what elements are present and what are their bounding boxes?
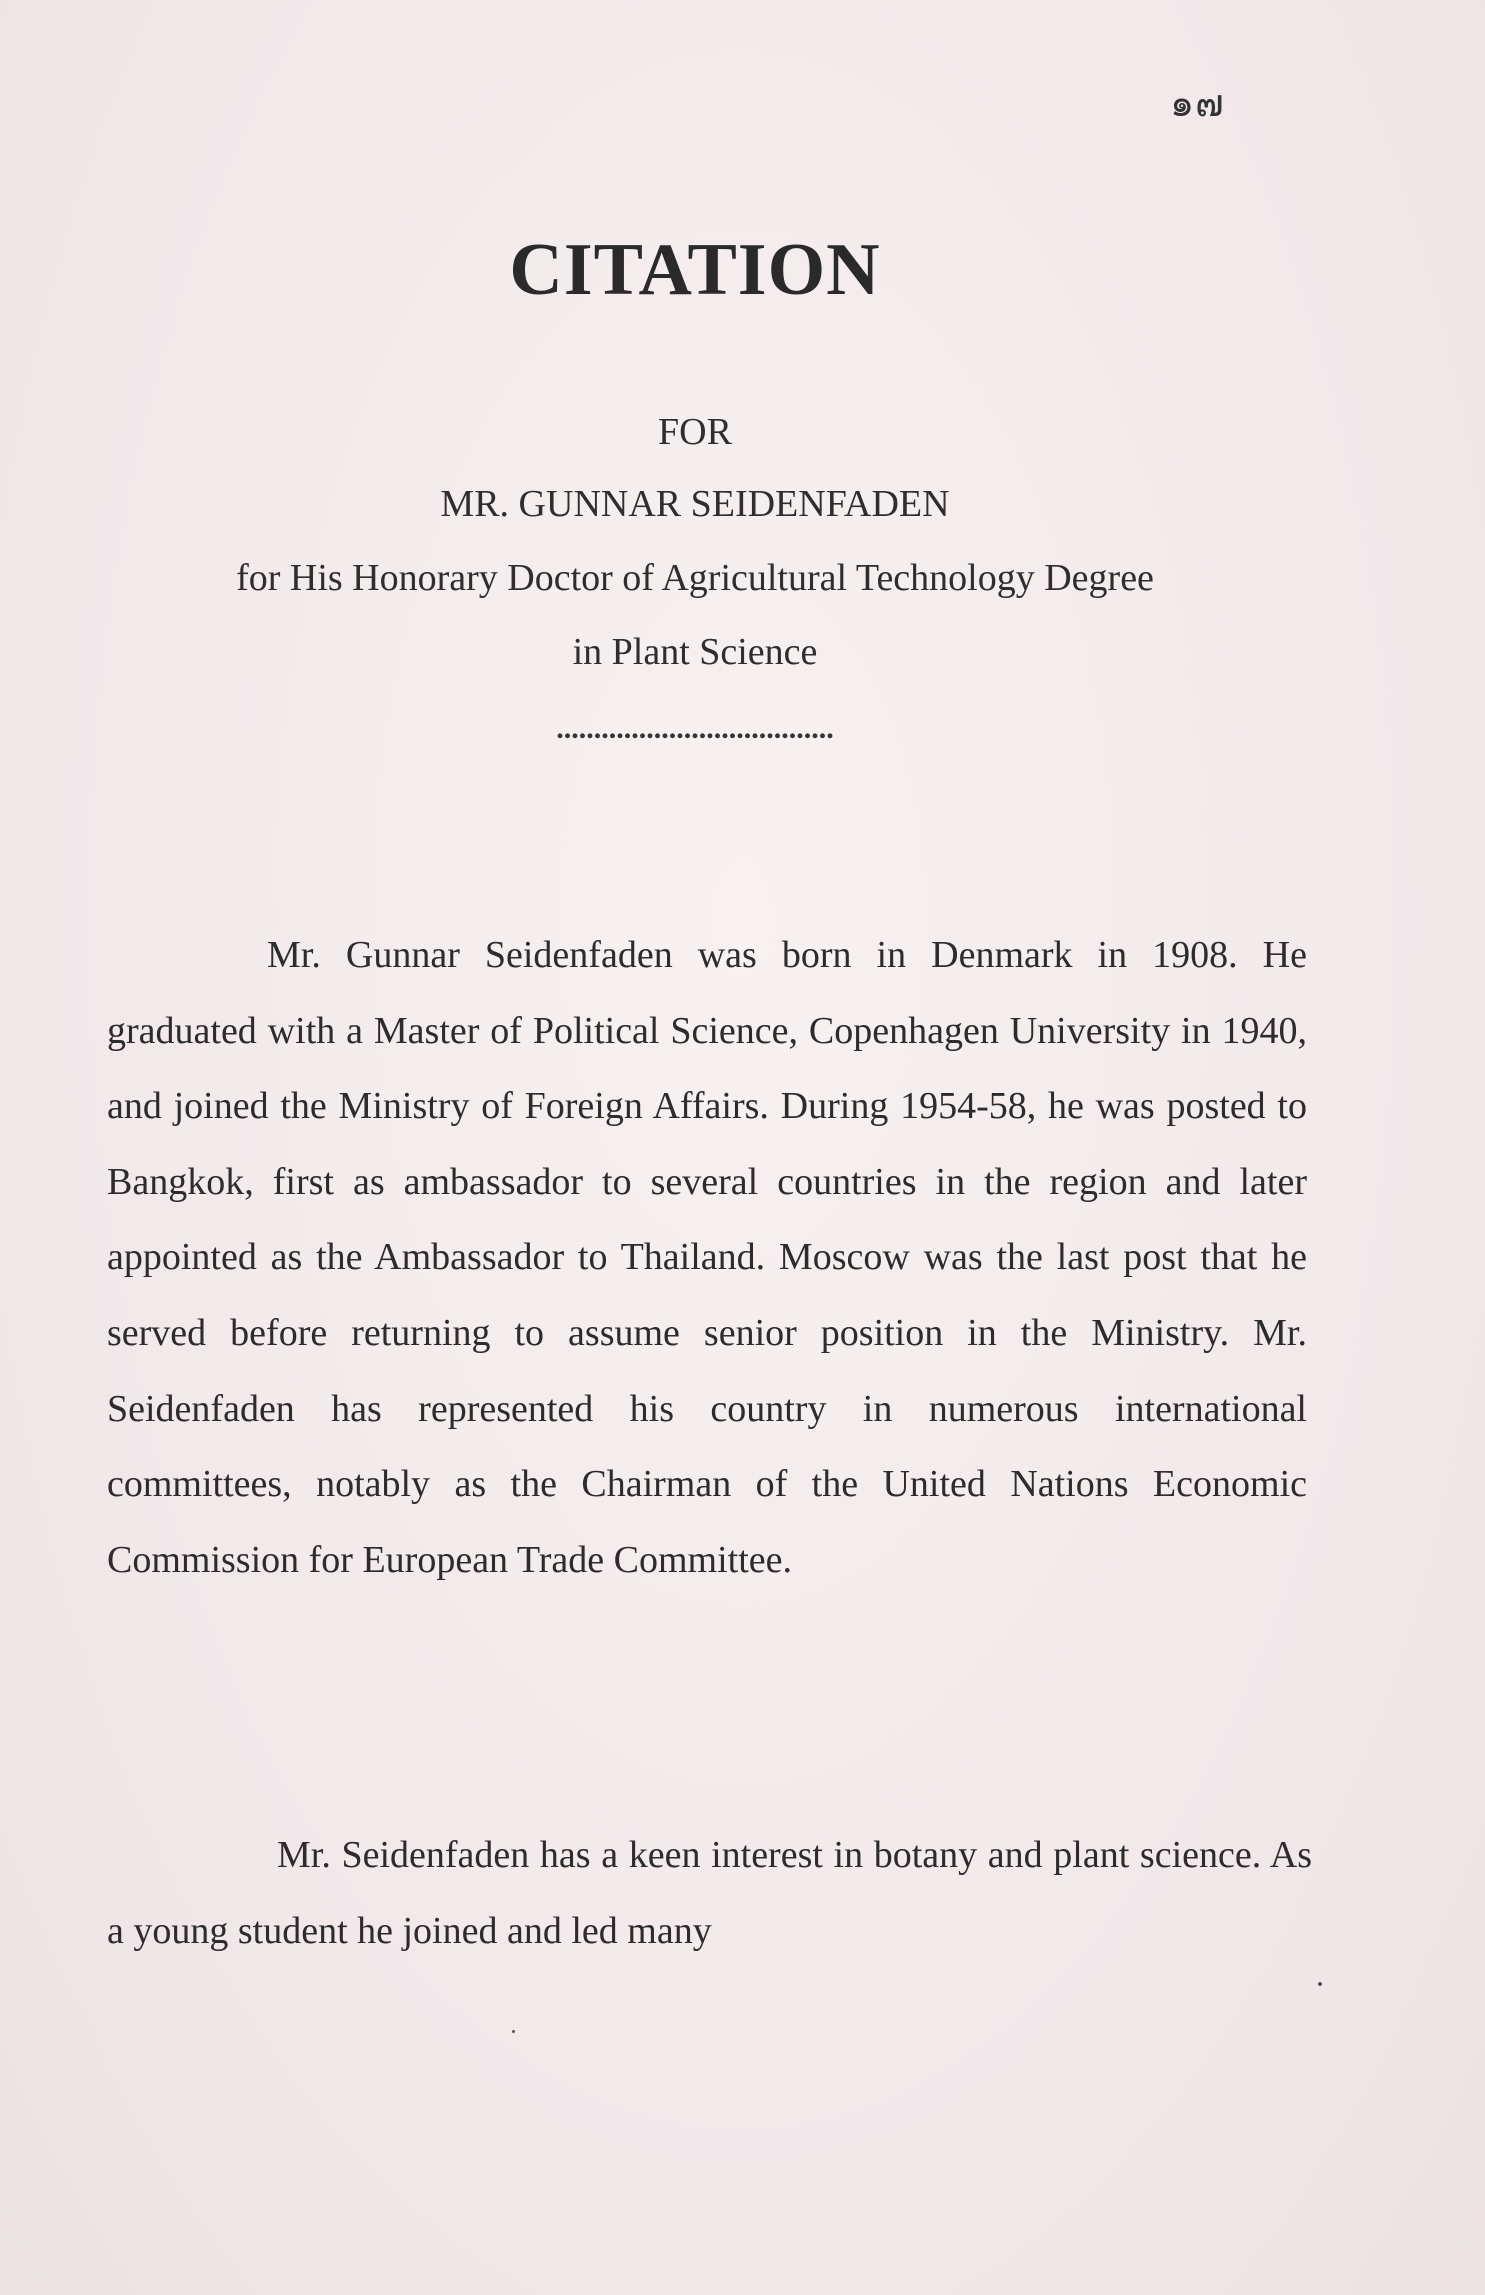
citation-paragraph-2: Mr. Seidenfaden has a keen interest in botany and plant science. As a young student he joined and led many — [107, 1834, 1312, 1952]
citation-paragraph-1: Mr. Gunnar Seidenfaden was born in Denmark in 1908. He graduated with a Master of Political Science, Copenhagen University in 1940, and joined the Ministry of Foreign Affairs. During 1954-58, he was posted to Bangkok, first as ambassador to several countries in the region and later appointed as the Ambassador to Thailand. Moscow was the last post that he served before returning to assume senior position in the Ministry. Mr. Seidenfaden has represented his country in numerous international committees, notably as the Chairman of the United Nations Economic Commission for European Trade Committee. — [107, 934, 1307, 1581]
paper-speck — [1318, 1982, 1322, 1986]
for-line: FOR — [658, 411, 732, 453]
dotted-separator: ..................................... — [556, 712, 834, 745]
paper-speck — [512, 2030, 515, 2033]
degree-line: for His Honorary Doctor of Agricultural Technology Degree — [236, 557, 1154, 599]
page-number: ๑๗ — [1170, 83, 1225, 125]
field-line: in Plant Science — [572, 631, 818, 673]
honoree-name: MR. GUNNAR SEIDENFADEN — [440, 483, 950, 525]
citation-title: CITATION — [509, 229, 881, 311]
